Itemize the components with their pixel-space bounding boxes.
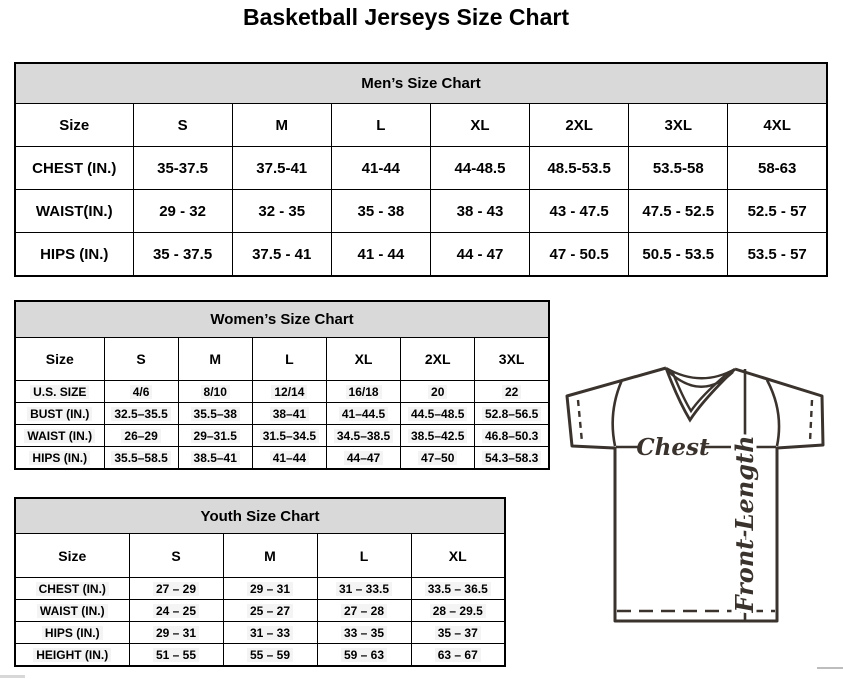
row-label-cell [15, 578, 129, 600]
size-value-cell [104, 381, 178, 403]
column-header-cell [331, 104, 430, 147]
size-value-cell [411, 600, 505, 622]
column-header-row [15, 104, 827, 147]
size-value-cell [401, 447, 475, 470]
size-value-cell [326, 447, 400, 470]
cell-text: 37.5 - 41 [252, 245, 312, 263]
row-label-cell [15, 190, 133, 233]
size-value-cell [411, 578, 505, 600]
size-value-cell [223, 578, 317, 600]
cell-text: Size [59, 116, 90, 134]
size-value-cell [223, 622, 317, 644]
right-armhole-seam [767, 380, 779, 446]
row-label-cell [15, 425, 104, 447]
size-value-cell [331, 190, 430, 233]
size-value-cell [401, 425, 475, 447]
cell-text: 38.5–42.5 [408, 429, 467, 443]
cell-text: 31 – 33.5 [336, 582, 392, 596]
size-value-cell [104, 425, 178, 447]
size-value-cell [129, 622, 223, 644]
cell-text: 52.5 - 57 [747, 202, 807, 220]
size-value-cell [530, 147, 629, 190]
table-row [15, 190, 827, 233]
column-header-cell [401, 338, 475, 381]
left-cuff-stitch [578, 400, 582, 442]
cell-text: 44 - 47 [456, 245, 504, 263]
size-value-cell [629, 190, 728, 233]
size-value-cell [252, 403, 326, 425]
size-value-cell [326, 403, 400, 425]
cell-text: 41 - 44 [357, 245, 405, 263]
cell-text: 38 - 43 [456, 202, 504, 220]
size-value-cell [401, 403, 475, 425]
size-value-cell [326, 381, 400, 403]
cell-text: 52.8–56.5 [482, 407, 541, 421]
cell-text: 4/6 [130, 385, 153, 399]
size-value-cell [629, 147, 728, 190]
cell-text: 29 – 31 [153, 626, 199, 640]
cell-text: 51 – 55 [153, 648, 199, 662]
cell-text: 41–44.5 [339, 407, 388, 421]
table-row [15, 425, 549, 447]
size-value-cell [430, 147, 529, 190]
size-value-cell [317, 578, 411, 600]
youth-size-table [14, 497, 506, 667]
cell-text: 46.8–50.3 [482, 429, 541, 443]
column-header-cell [475, 338, 549, 381]
size-value-cell [530, 233, 629, 277]
cell-text: HIPS (IN.) [40, 245, 109, 263]
size-value-cell [104, 447, 178, 470]
cell-text: 28 – 29.5 [430, 604, 486, 618]
cell-text: Size [58, 547, 87, 564]
mens-chart-title: Men’s Size Chart [15, 63, 827, 104]
size-value-cell [317, 600, 411, 622]
table-row [15, 403, 549, 425]
row-label-cell [15, 644, 129, 667]
size-value-cell [430, 233, 529, 277]
column-header-row [15, 534, 505, 578]
size-value-cell [475, 425, 549, 447]
cell-text: 29 - 32 [159, 202, 206, 220]
cell-text: XL [448, 547, 467, 564]
cell-text: 41-44 [361, 159, 401, 177]
size-value-cell [252, 381, 326, 403]
cell-text: 26–29 [121, 429, 160, 443]
cell-text: S [136, 351, 146, 367]
cell-text: 8/10 [201, 385, 230, 399]
size-value-cell [629, 233, 728, 277]
size-value-cell [401, 381, 475, 403]
cell-text: 53.5-58 [652, 159, 704, 177]
cell-text: 48.5-53.5 [547, 159, 611, 177]
column-header-cell [317, 534, 411, 578]
size-value-cell [223, 644, 317, 667]
cell-text: WAIST (IN.) [37, 604, 108, 618]
cell-text: L [359, 547, 369, 564]
cell-text: M [209, 351, 222, 367]
cell-text: 29–31.5 [191, 429, 240, 443]
table-row [15, 578, 505, 600]
row-label-cell [15, 622, 129, 644]
cell-text: U.S. SIZE [30, 385, 89, 399]
cell-text: 24 – 25 [153, 604, 199, 618]
column-header-cell [178, 338, 252, 381]
mens-size-table [14, 62, 828, 277]
womens-chart-title: Women’s Size Chart [15, 301, 549, 338]
size-value-cell [178, 425, 252, 447]
table-row [15, 622, 505, 644]
youth-chart-title: Youth Size Chart [15, 498, 505, 534]
cell-text: HEIGHT (IN.) [33, 648, 111, 662]
cell-text: WAIST (IN.) [24, 429, 95, 443]
cell-text: 27 – 29 [153, 582, 199, 596]
cell-text: 47–50 [418, 451, 457, 465]
front-length-label: Front Length [730, 435, 759, 613]
chest-label: Chest [636, 434, 710, 461]
cell-text: 50.5 - 53.5 [642, 245, 715, 263]
size-value-cell [232, 147, 331, 190]
cell-text: 35.5–58.5 [111, 451, 170, 465]
size-value-cell [530, 190, 629, 233]
size-value-cell [475, 447, 549, 470]
size-value-cell [728, 190, 827, 233]
cell-text: 35-37.5 [157, 159, 208, 177]
cell-text: 27 – 28 [341, 604, 387, 618]
cell-text: CHEST (IN.) [36, 582, 109, 596]
edge-fragment-bottom-left [0, 675, 25, 678]
cell-text: 58-63 [757, 159, 797, 177]
size-value-cell [129, 578, 223, 600]
cell-text: 53.5 - 57 [747, 245, 807, 263]
cell-text: 22 [502, 385, 521, 399]
cell-text: 44.5–48.5 [408, 407, 467, 421]
cell-text: M [275, 116, 288, 134]
size-value-cell [728, 147, 827, 190]
cell-text: L [376, 116, 386, 134]
size-value-cell [178, 381, 252, 403]
size-value-cell [411, 622, 505, 644]
table-row [15, 147, 827, 190]
cell-text: 35 – 37 [435, 626, 481, 640]
cell-text: S [177, 116, 188, 134]
cell-text: 37.5-41 [256, 159, 308, 177]
cell-text: 29 – 31 [247, 582, 293, 596]
size-value-cell [133, 233, 232, 277]
column-header-cell [104, 338, 178, 381]
column-header-row [15, 338, 549, 381]
size-value-cell [317, 622, 411, 644]
table-row [15, 600, 505, 622]
column-header-cell [411, 534, 505, 578]
cell-text: 2XL [424, 351, 451, 367]
cell-text: 32.5–35.5 [111, 407, 170, 421]
size-value-cell [129, 644, 223, 667]
cell-text: 31.5–34.5 [260, 429, 319, 443]
size-value-cell [223, 600, 317, 622]
size-value-cell [232, 190, 331, 233]
cell-text: BUST (IN.) [27, 407, 92, 421]
column-header-cell [326, 338, 400, 381]
cell-text: 20 [428, 385, 447, 399]
column-header-cell [15, 104, 133, 147]
size-value-cell [178, 403, 252, 425]
row-label-cell [15, 233, 133, 277]
column-header-cell [252, 338, 326, 381]
row-label-cell [15, 147, 133, 190]
cell-text: 59 – 63 [341, 648, 387, 662]
left-armhole-seam [613, 380, 622, 446]
size-value-cell [411, 644, 505, 667]
column-header-cell [430, 104, 529, 147]
cell-text: 41–44 [270, 451, 309, 465]
size-value-cell [104, 403, 178, 425]
size-value-cell [475, 403, 549, 425]
row-label-cell [15, 447, 104, 470]
cell-text: S [171, 547, 181, 564]
table-row [15, 381, 549, 403]
cell-text: L [285, 351, 294, 367]
womens-size-table [14, 300, 550, 470]
cell-text: 3XL [664, 116, 693, 134]
cell-text: 44–47 [344, 451, 383, 465]
size-value-cell [331, 233, 430, 277]
column-header-cell [728, 104, 827, 147]
column-header-cell [15, 534, 129, 578]
cell-text: 31 – 33 [247, 626, 293, 640]
cell-text: 35.5–38 [191, 407, 240, 421]
column-header-cell [223, 534, 317, 578]
size-value-cell [252, 447, 326, 470]
size-value-cell [178, 447, 252, 470]
size-value-cell [133, 190, 232, 233]
cell-text: M [264, 547, 276, 564]
table-row [15, 233, 827, 277]
cell-text: 44-48.5 [454, 159, 506, 177]
jersey-diagram [555, 356, 843, 650]
column-header-cell [129, 534, 223, 578]
size-value-cell [232, 233, 331, 277]
cell-text: 35 - 37.5 [152, 245, 213, 263]
cell-text: 38.5–41 [191, 451, 240, 465]
cell-text: 33 – 35 [341, 626, 387, 640]
cell-text: 25 – 27 [247, 604, 293, 618]
row-label-cell [15, 381, 104, 403]
cell-text: HIPS (IN.) [42, 626, 103, 640]
cell-text: 63 – 67 [435, 648, 481, 662]
size-value-cell [728, 233, 827, 277]
cell-text: 33.5 – 36.5 [425, 582, 491, 596]
size-value-cell [252, 425, 326, 447]
cell-text: 43 - 47.5 [549, 202, 609, 220]
column-header-cell [629, 104, 728, 147]
cell-text: 47.5 - 52.5 [642, 202, 715, 220]
table-row [15, 644, 505, 667]
size-value-cell [326, 425, 400, 447]
table-row [15, 447, 549, 470]
cell-text: WAIST(IN.) [35, 202, 113, 220]
size-value-cell [133, 147, 232, 190]
cell-text: 4XL [763, 116, 791, 134]
cell-text: 2XL [565, 116, 593, 134]
cell-text: 16/18 [346, 385, 382, 399]
size-value-cell [475, 381, 549, 403]
cell-text: 38–41 [270, 407, 309, 421]
size-value-cell [129, 600, 223, 622]
cell-text: 54.3–58.3 [482, 451, 541, 465]
cell-text: 3XL [498, 351, 525, 367]
row-label-cell [15, 600, 129, 622]
edge-fragment-bottom-right [817, 667, 843, 669]
page-title: Basketball Jerseys Size Chart [242, 4, 569, 30]
cell-text: HIPS (IN.) [29, 451, 90, 465]
cell-text: XL [354, 351, 373, 367]
cell-text: Size [45, 351, 74, 367]
cell-text: 47 - 50.5 [549, 245, 609, 263]
cell-text: 12/14 [271, 385, 307, 399]
column-header-cell [133, 104, 232, 147]
column-header-cell [15, 338, 104, 381]
right-cuff-stitch [810, 400, 812, 442]
cell-text: 55 – 59 [247, 648, 293, 662]
row-label-cell [15, 403, 104, 425]
cell-text: CHEST (IN.) [32, 159, 117, 177]
cell-text: 35 - 38 [357, 202, 405, 220]
size-value-cell [430, 190, 529, 233]
size-value-cell [317, 644, 411, 667]
cell-text: 34.5–38.5 [334, 429, 393, 443]
column-header-cell [530, 104, 629, 147]
cell-text: XL [470, 116, 490, 134]
size-value-cell [331, 147, 430, 190]
column-header-cell [232, 104, 331, 147]
cell-text: 32 - 35 [258, 202, 306, 220]
